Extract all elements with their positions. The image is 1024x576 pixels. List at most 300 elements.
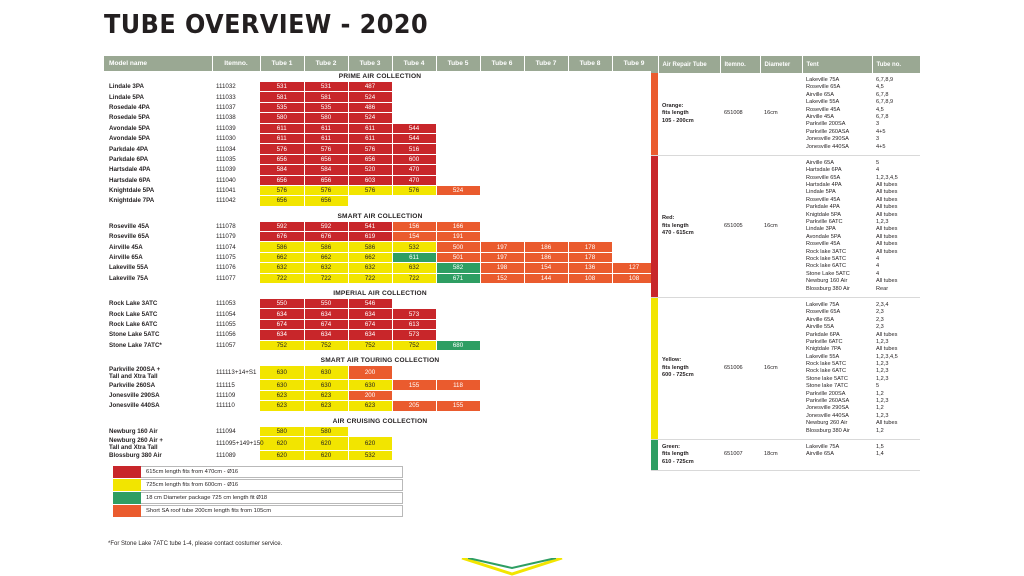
tent-name: Airville 45A <box>806 113 834 120</box>
legend-item <box>113 466 403 478</box>
section-header-row <box>104 71 656 82</box>
model-name: Rock Lake 3ATC <box>104 299 212 309</box>
tube-length-cell: 656 <box>304 175 348 185</box>
tube-length-cell: 524 <box>348 92 392 102</box>
tube-length-cell <box>480 185 524 195</box>
tube-number: 6,7,8 <box>876 113 889 120</box>
tube-length-cell <box>612 319 656 329</box>
model-name: Lindale 5PA <box>104 92 212 102</box>
tent-name: Jonesville 290SA <box>806 136 849 143</box>
tube-length-cell: 573 <box>392 309 436 319</box>
tube-length-cell: 576 <box>260 144 304 154</box>
tent-name: Parkville 260ASA <box>806 398 850 405</box>
group-label: Red: fits length 470 - 615cm <box>658 155 720 297</box>
tube-length-cell: 722 <box>304 273 348 283</box>
item-number: 111113+14+S1 <box>212 366 260 380</box>
tube-number: 1,2,3,4,5 <box>876 353 898 360</box>
table-row <box>104 319 656 329</box>
tube-number: 1,2 <box>876 405 884 412</box>
tent-name: Parkville 200SA <box>806 390 846 397</box>
item-number: 111039 <box>212 165 260 175</box>
tube-length-cell: 611 <box>392 252 436 262</box>
tent-name: Parkville 200SA <box>806 121 846 128</box>
section-title: AIR CRUISING COLLECTION <box>104 416 656 427</box>
model-name: Blossburg 380 Air <box>104 451 212 461</box>
model-name: Rosedale 4PA <box>104 102 212 112</box>
tube-length-cell: 656 <box>348 154 392 164</box>
tube-length-cell <box>568 232 612 242</box>
tube-number: All tubes <box>876 241 898 248</box>
tube-length-cell: 108 <box>612 273 656 283</box>
tube-number: 4 <box>876 255 880 262</box>
tube-length-cell: 662 <box>348 252 392 262</box>
tent-name: Roseville 45A <box>806 106 841 113</box>
tent-name: Rock lake 6ATC <box>806 368 846 375</box>
tube-length-cell: 532 <box>392 242 436 252</box>
tube-length-cell <box>524 366 568 380</box>
tube-length-cell: 632 <box>304 263 348 273</box>
legend-item <box>113 492 403 504</box>
bottom-decoration <box>0 558 1024 576</box>
table-row <box>104 113 656 123</box>
tube-length-cell <box>612 196 656 206</box>
tube-length-cell <box>480 102 524 112</box>
tube-length-cell <box>524 123 568 133</box>
tube-length-cell <box>612 165 656 175</box>
tube-number: All tubes <box>876 331 898 338</box>
tube-length-cell <box>436 123 480 133</box>
tube-length-cell <box>480 154 524 164</box>
model-name: Hartsdale 4PA <box>104 165 212 175</box>
tube-length-cell: 676 <box>260 232 304 242</box>
tube-length-cell: 752 <box>348 340 392 350</box>
model-name: Knightdale 5PA <box>104 185 212 195</box>
tube-length-cell: 676 <box>304 232 348 242</box>
tube-length-cell <box>436 319 480 329</box>
tent-name: Roseville 45A <box>806 196 841 203</box>
tube-number-list <box>872 73 920 155</box>
tube-length-cell <box>524 185 568 195</box>
table-header-row <box>104 56 656 71</box>
tube-length-cell <box>436 437 480 451</box>
tube-length-cell <box>436 144 480 154</box>
tube-length-cell <box>612 366 656 380</box>
tube-length-cell: 592 <box>260 222 304 232</box>
model-name: Lindale 3PA <box>104 82 212 92</box>
tube-length-cell <box>392 427 436 437</box>
tube-length-cell <box>524 390 568 400</box>
tube-length-cell <box>612 185 656 195</box>
tube-length-cell: 197 <box>480 242 524 252</box>
tube-length-cell: 544 <box>392 133 436 143</box>
tube-length-cell: 586 <box>260 242 304 252</box>
tube-length-cell <box>612 330 656 340</box>
tube-length-cell: 619 <box>348 232 392 242</box>
tube-length-cell: 487 <box>348 82 392 92</box>
tube-length-cell: 576 <box>304 185 348 195</box>
tube-length-cell <box>568 309 612 319</box>
tube-length-cell <box>568 165 612 175</box>
tube-length-cell: 178 <box>568 252 612 262</box>
tent-name: Airville 65A <box>806 159 834 166</box>
tube-number: All tubes <box>876 182 898 189</box>
tent-name: Rock lake 5ATC <box>806 255 846 262</box>
tube-length-cell: 620 <box>348 437 392 451</box>
model-name: Hartsdale 6PA <box>104 175 212 185</box>
tube-number: 5 <box>876 159 880 166</box>
tube-length-cell <box>612 437 656 451</box>
tube-number: All tubes <box>876 211 898 218</box>
tube-length-cell <box>436 82 480 92</box>
section-header-row <box>104 288 656 299</box>
tube-length-cell <box>568 82 612 92</box>
table-row <box>104 330 656 340</box>
tube-number: 2,3 <box>876 309 884 316</box>
model-name: Avondale 5PA <box>104 123 212 133</box>
tube-length-cell <box>568 175 612 185</box>
item-number: 111109 <box>212 390 260 400</box>
tube-length-cell: 584 <box>260 165 304 175</box>
model-name: Airville 45A <box>104 242 212 252</box>
tube-length-cell: 623 <box>304 401 348 411</box>
model-name: Newburg 160 Air <box>104 427 212 437</box>
tube-length-cell: 674 <box>260 319 304 329</box>
tent-name: Jonesville 440SA <box>806 143 849 150</box>
tube-number: All tubes <box>876 196 898 203</box>
legend-label: 18 cm Diameter package 725 cm length fit Ø18 <box>141 492 403 504</box>
column-header: Tube 6 <box>480 56 524 71</box>
tube-length-cell: 674 <box>304 319 348 329</box>
tube-number: 2,3 <box>876 316 884 323</box>
item-number: 111089 <box>212 451 260 461</box>
model-name: Parkdale 6PA <box>104 154 212 164</box>
tube-length-cell <box>524 232 568 242</box>
tube-length-cell <box>524 340 568 350</box>
legend <box>113 466 403 518</box>
footnote: *For Stone Lake 7ATC tube 1-4, please contact costumer service. <box>108 541 283 547</box>
tube-length-cell <box>524 113 568 123</box>
tube-length-cell <box>480 175 524 185</box>
tube-length-cell <box>612 82 656 92</box>
tube-length-cell: 722 <box>348 273 392 283</box>
group-item-number: 651006 <box>720 297 760 439</box>
column-header: Tube 1 <box>260 56 304 71</box>
tube-length-cell: 580 <box>260 113 304 123</box>
tube-length-cell <box>480 319 524 329</box>
column-header: Itemno. <box>212 56 260 71</box>
tent-name: Knigtdale 7PA <box>806 346 842 353</box>
group-color-bar <box>651 155 658 297</box>
tube-length-cell <box>612 252 656 262</box>
model-name: Airville 65A <box>104 252 212 262</box>
group-diameter: 16cm <box>760 73 802 155</box>
tube-length-cell: 197 <box>480 252 524 262</box>
tube-number: 1,2,3 <box>876 375 889 382</box>
tent-name: Hartsdale 4PA <box>806 182 842 189</box>
tube-length-cell <box>436 427 480 437</box>
tube-length-cell <box>568 340 612 350</box>
item-number: 111075 <box>212 252 260 262</box>
tent-name: Airville 55A <box>806 324 834 331</box>
column-header: Tent <box>802 56 872 73</box>
repair-tube-group-row <box>651 73 920 155</box>
tent-name: Newburg 160 Air <box>806 278 848 285</box>
tube-length-cell <box>524 380 568 390</box>
tent-name: Jonesville 290SA <box>806 405 849 412</box>
column-header: Diameter <box>760 56 802 73</box>
tube-length-cell <box>392 366 436 380</box>
tube-length-cell: 623 <box>304 390 348 400</box>
tube-length-cell: 674 <box>348 319 392 329</box>
tube-length-cell: 186 <box>524 242 568 252</box>
tube-length-cell: 630 <box>304 366 348 380</box>
tube-number: Rear <box>876 285 889 292</box>
model-name: Parkville 260SA <box>104 380 212 390</box>
table-row <box>104 222 656 232</box>
model-name: Rock Lake 5ATC <box>104 309 212 319</box>
tube-length-cell <box>436 102 480 112</box>
legend-item <box>113 505 403 517</box>
tube-length-cell: 611 <box>260 123 304 133</box>
tube-length-cell: 671 <box>436 273 480 283</box>
tube-length-cell: 580 <box>260 427 304 437</box>
tube-length-cell <box>524 451 568 461</box>
tent-name: Lindale 5PA <box>806 189 836 196</box>
tent-list <box>802 73 872 155</box>
tube-length-cell: 662 <box>304 252 348 262</box>
tube-length-cell: 535 <box>260 102 304 112</box>
tube-length-cell: 580 <box>304 427 348 437</box>
model-name: Lakeville 55A <box>104 263 212 273</box>
tube-length-cell <box>480 366 524 380</box>
tube-length-cell <box>524 82 568 92</box>
tube-length-cell <box>612 113 656 123</box>
tube-number: 6,7,8,9 <box>876 77 894 83</box>
tent-name: Airville 65A <box>806 451 834 458</box>
item-number: 111035 <box>212 154 260 164</box>
tent-list <box>802 297 872 439</box>
section-header-row <box>104 211 656 222</box>
tube-length-cell <box>392 92 436 102</box>
table-row <box>104 185 656 195</box>
tube-length-cell: 200 <box>348 390 392 400</box>
tube-length-cell <box>348 427 392 437</box>
tube-length-cell <box>436 299 480 309</box>
tube-number: 4+5 <box>876 143 886 150</box>
tube-number-list <box>872 155 920 297</box>
tube-length-cell <box>392 299 436 309</box>
page-title: TUBE OVERVIEW - 2020 <box>104 10 429 40</box>
tube-length-cell: 620 <box>260 451 304 461</box>
tent-name: Roseville 65A <box>806 174 841 181</box>
tube-length-cell: 630 <box>348 380 392 390</box>
tube-length-cell: 198 <box>480 263 524 273</box>
tube-length-cell <box>480 451 524 461</box>
tube-length-cell: 470 <box>392 165 436 175</box>
tube-length-cell <box>480 401 524 411</box>
tube-length-cell: 634 <box>348 309 392 319</box>
tube-length-cell <box>436 154 480 164</box>
tent-name: Lakeville 55A <box>806 353 840 360</box>
tube-length-cell <box>348 196 392 206</box>
group-diameter: 16cm <box>760 297 802 439</box>
tube-length-cell: 611 <box>304 133 348 143</box>
tube-length-cell: 634 <box>260 309 304 319</box>
table-row <box>104 252 656 262</box>
legend-swatch <box>113 492 141 504</box>
item-number: 111040 <box>212 175 260 185</box>
tube-length-cell <box>480 380 524 390</box>
tube-length-cell <box>524 319 568 329</box>
table-row <box>104 340 656 350</box>
tube-length-cell <box>568 299 612 309</box>
tent-name: Lakeville 75A <box>806 443 840 450</box>
model-name: Stone Lake 7ATC* <box>104 340 212 350</box>
tube-number: All tubes <box>876 346 898 353</box>
tube-length-cell <box>612 390 656 400</box>
tube-length-cell: 470 <box>392 175 436 185</box>
item-number: 111030 <box>212 133 260 143</box>
tube-number: 2,3 <box>876 324 884 331</box>
item-number: 111074 <box>212 242 260 252</box>
group-diameter: 16cm <box>760 155 802 297</box>
group-label: Yellow: fits length 600 - 725cm <box>658 297 720 439</box>
tube-length-cell <box>568 319 612 329</box>
legend-label: Short SA roof tube 200cm length fits from 105cm <box>141 505 403 517</box>
tube-length-cell: 550 <box>260 299 304 309</box>
tube-length-cell: 632 <box>392 263 436 273</box>
tube-length-cell: 118 <box>436 380 480 390</box>
tube-length-cell <box>392 451 436 461</box>
tube-length-cell <box>568 390 612 400</box>
tube-length-cell <box>480 390 524 400</box>
item-number: 111095+149+150 <box>212 437 260 451</box>
item-number: 111056 <box>212 330 260 340</box>
table-row <box>104 175 656 185</box>
item-number: 111110 <box>212 401 260 411</box>
tube-length-cell: 611 <box>348 123 392 133</box>
tube-number: 1,2 <box>876 427 884 434</box>
tent-name: Roseville 45A <box>806 241 841 248</box>
repair-tube-group-row <box>651 439 920 470</box>
tube-length-cell <box>568 92 612 102</box>
tent-name: Roseville 65A <box>806 84 841 91</box>
model-name: Lakeville 75A <box>104 273 212 283</box>
legend-item <box>113 479 403 491</box>
group-label: Orange: fits length 105 - 200cm <box>658 73 720 155</box>
tube-length-cell <box>480 340 524 350</box>
tube-number: 1,2,3 <box>876 412 889 419</box>
column-header: Itemno. <box>720 56 760 73</box>
tube-length-cell <box>480 437 524 451</box>
section-title: IMPERIAL AIR COLLECTION <box>104 288 656 299</box>
tube-length-cell <box>480 196 524 206</box>
tube-length-cell: 620 <box>304 437 348 451</box>
tent-name: Roseville 65A <box>806 309 841 316</box>
tube-length-cell: 501 <box>436 252 480 262</box>
tube-number: 1,2,3 <box>876 368 889 375</box>
tube-length-cell: 620 <box>260 437 304 451</box>
table-row <box>104 401 656 411</box>
tube-length-cell <box>524 196 568 206</box>
tube-length-cell: 722 <box>392 273 436 283</box>
tube-number: 3 <box>876 136 880 143</box>
tube-length-cell: 584 <box>304 165 348 175</box>
tube-length-cell <box>568 144 612 154</box>
tube-number: 1,4 <box>876 451 884 458</box>
tube-length-cell: 531 <box>304 82 348 92</box>
tube-length-cell <box>568 154 612 164</box>
tube-length-cell <box>524 427 568 437</box>
tent-name: Rock lake 6ATC <box>806 263 846 270</box>
tube-length-cell: 576 <box>348 144 392 154</box>
table-row <box>104 144 656 154</box>
model-name: Roseville 65A <box>104 232 212 242</box>
tube-length-cell <box>612 451 656 461</box>
table-row <box>104 92 656 102</box>
tube-length-cell <box>392 390 436 400</box>
tube-number: 6,7,8 <box>876 91 889 98</box>
legend-swatch <box>113 505 141 517</box>
tube-length-cell: 632 <box>260 263 304 273</box>
tube-number: 4 <box>876 167 880 174</box>
group-item-number: 651007 <box>720 439 760 470</box>
tube-number: 4,5 <box>876 84 884 91</box>
tube-number: All tubes <box>876 189 898 196</box>
item-number: 111055 <box>212 319 260 329</box>
tube-length-cell: 154 <box>524 263 568 273</box>
tube-length-cell <box>568 427 612 437</box>
color-bar-header <box>651 56 658 73</box>
item-number: 111032 <box>212 82 260 92</box>
tube-length-cell: 752 <box>392 340 436 350</box>
tent-name: Parkville 6ATC <box>806 338 843 345</box>
tube-number: 1,2,3 <box>876 398 889 405</box>
tent-name: Parkville 6ATC <box>806 219 843 226</box>
tube-length-cell <box>568 113 612 123</box>
tube-length-cell: 581 <box>260 92 304 102</box>
legend-label: 725cm length fits from 600cm - Ø16 <box>141 479 403 491</box>
tube-number: 5 <box>876 383 880 390</box>
tube-length-cell: 546 <box>348 299 392 309</box>
tube-length-cell: 634 <box>348 330 392 340</box>
tube-length-cell <box>524 154 568 164</box>
tent-name: Parkdale 6PA <box>806 331 840 338</box>
tube-length-cell: 630 <box>260 366 304 380</box>
tube-length-cell <box>524 175 568 185</box>
table-row <box>104 366 656 380</box>
tube-number: 1,2,3 <box>876 361 889 368</box>
table-row <box>104 273 656 283</box>
tube-number: All tubes <box>876 204 898 211</box>
tube-length-cell: 155 <box>392 380 436 390</box>
tube-length-cell <box>524 102 568 112</box>
item-number: 111079 <box>212 232 260 242</box>
tube-length-cell <box>392 113 436 123</box>
tube-length-cell: 662 <box>260 252 304 262</box>
tube-length-cell <box>436 451 480 461</box>
tent-name: Stone lake 5ATC <box>806 375 848 382</box>
table-row <box>104 390 656 400</box>
model-name: Rosedale 5PA <box>104 113 212 123</box>
tube-length-cell: 524 <box>348 113 392 123</box>
tube-length-cell: 200 <box>348 366 392 380</box>
tube-length-cell <box>392 437 436 451</box>
tube-length-cell <box>436 366 480 380</box>
tube-length-cell <box>480 330 524 340</box>
tube-length-cell: 155 <box>436 401 480 411</box>
tube-length-cell: 634 <box>304 330 348 340</box>
